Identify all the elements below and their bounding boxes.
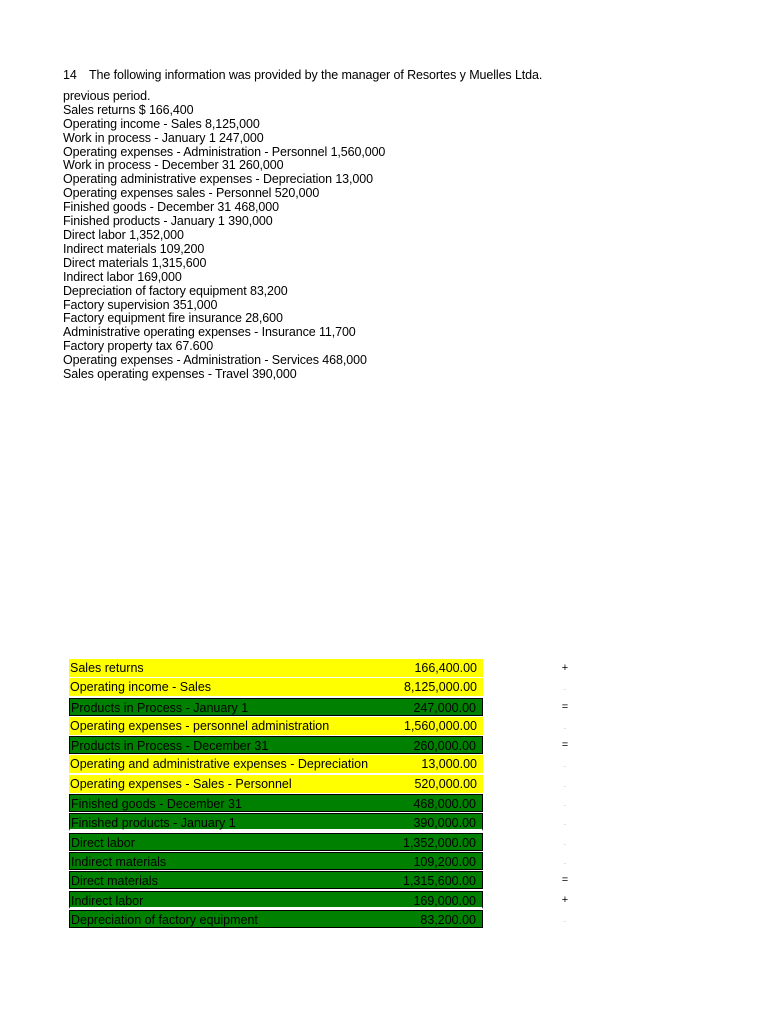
sheet-row xyxy=(69,659,569,678)
sheet-row xyxy=(69,775,569,794)
row-sign: . xyxy=(564,821,566,828)
row-amount: 109,200.00 xyxy=(413,854,476,869)
problem-line: Factory property tax 67.600 xyxy=(63,339,214,354)
row-sign: + xyxy=(561,893,569,906)
problem-text xyxy=(63,69,743,382)
row-amount: 166,400.00 xyxy=(414,661,477,675)
row-amount: 8,125,000.00 xyxy=(404,680,477,695)
sheet-cell-green[interactable] xyxy=(69,871,483,889)
row-sign: = xyxy=(561,739,569,752)
sheet-cell-green[interactable] xyxy=(69,910,483,928)
row-amount: 1,315,600.00 xyxy=(403,874,476,889)
row-amount: 468,000.00 xyxy=(413,797,476,812)
row-sign: . xyxy=(564,840,566,847)
sheet-row xyxy=(69,813,569,832)
row-amount: 260,000.00 xyxy=(413,739,476,754)
sheet-row xyxy=(69,736,569,755)
row-label: Depreciation of factory equipment xyxy=(71,912,258,927)
spreadsheet-table xyxy=(69,659,569,929)
sheet-cell-yellow[interactable] xyxy=(69,659,483,677)
sheet-row xyxy=(69,678,569,697)
sheet-row xyxy=(69,717,569,736)
sheet-cell-yellow[interactable] xyxy=(69,775,483,793)
row-sign: . xyxy=(564,763,566,770)
row-amount: 1,560,000.00 xyxy=(404,718,477,733)
problem-line: Work in process - January 1 247,000 xyxy=(63,130,264,145)
row-label: Products in Process - January 1 xyxy=(71,700,249,715)
problem-line: Finished goods - December 31 468,000 xyxy=(63,200,279,215)
problem-lines xyxy=(63,90,743,382)
sheet-row xyxy=(69,833,569,852)
row-sign: + xyxy=(561,662,569,674)
row-label: Indirect materials xyxy=(71,854,167,869)
row-sign: . xyxy=(564,917,566,924)
row-sign: = xyxy=(561,700,569,713)
problem-heading xyxy=(63,69,743,83)
sheet-cell-green[interactable] xyxy=(69,833,483,851)
row-amount: 13,000.00 xyxy=(421,757,477,772)
problem-line: Indirect labor 169,000 xyxy=(63,269,182,284)
row-sign: = xyxy=(561,874,569,887)
sheet-row xyxy=(69,698,569,717)
sheet-row xyxy=(69,794,569,813)
problem-line: Sales operating expenses - Travel 390,000 xyxy=(63,367,297,382)
sheet-cell-green[interactable] xyxy=(69,852,483,870)
problem-line: Factory equipment fire insurance 28,600 xyxy=(63,311,283,326)
sheet-row xyxy=(69,755,569,774)
row-label: Sales returns xyxy=(70,661,144,675)
row-sign: . xyxy=(564,724,566,731)
sheet-row xyxy=(69,891,569,910)
row-label: Products in Process - December 31 xyxy=(71,739,269,754)
sheet-row xyxy=(69,910,569,929)
row-amount: 520,000.00 xyxy=(414,776,477,791)
row-label: Operating income - Sales xyxy=(70,680,212,695)
problem-line: Operating expenses sales - Personnel 520,000 xyxy=(63,186,320,201)
problem-line: Direct labor 1,352,000 xyxy=(63,227,184,242)
problem-line: Operating administrative expenses - Depreciation 13,000 xyxy=(63,172,373,187)
sheet-row xyxy=(69,871,569,890)
sheet-cell-yellow[interactable] xyxy=(69,717,483,735)
problem-line: previous period. xyxy=(63,88,151,103)
row-label: Direct labor xyxy=(71,835,135,850)
sheet-cell-yellow[interactable] xyxy=(69,755,483,773)
row-label: Direct materials xyxy=(71,874,158,889)
problem-number: 14 xyxy=(63,68,77,82)
sheet-cell-yellow[interactable] xyxy=(69,678,483,696)
row-amount: 83,200.00 xyxy=(420,912,476,927)
sheet-cell-green[interactable] xyxy=(69,813,483,831)
problem-line: Indirect materials 109,200 xyxy=(63,241,205,256)
sheet-cell-green[interactable] xyxy=(69,736,483,754)
problem-line: Operating income - Sales 8,125,000 xyxy=(63,116,260,131)
sheet-cell-green[interactable] xyxy=(69,891,483,909)
row-amount: 247,000.00 xyxy=(413,700,476,715)
problem-line: Administrative operating expenses - Insurance 11,700 xyxy=(63,325,356,340)
row-amount: 169,000.00 xyxy=(413,893,476,908)
row-sign: . xyxy=(564,782,566,789)
row-sign: . xyxy=(564,686,566,693)
row-label: Operating expenses - personnel administration xyxy=(70,718,330,733)
problem-line: Direct materials 1,315,600 xyxy=(63,255,207,270)
problem-intro: The following information was provided by the manager of Resortes y Muelles Ltda. xyxy=(89,68,543,82)
row-amount: 390,000.00 xyxy=(413,816,476,831)
problem-line: Sales returns $ 166,400 xyxy=(63,102,194,117)
sheet-row xyxy=(69,852,569,871)
problem-line: Work in process - December 31 260,000 xyxy=(63,158,284,173)
row-label: Finished products - January 1 xyxy=(71,816,236,831)
sheet-cell-green[interactable] xyxy=(69,794,483,812)
row-label: Operating expenses - Sales - Personnel xyxy=(70,776,292,791)
problem-line: Factory supervision 351,000 xyxy=(63,297,218,312)
problem-line: Operating expenses - Administration - Services 468,000 xyxy=(63,353,367,368)
row-sign: . xyxy=(564,859,566,866)
problem-line: Operating expenses - Administration - Personnel 1,560,000 xyxy=(63,144,386,159)
problem-line: Finished products - January 1 390,000 xyxy=(63,214,273,229)
row-label: Operating and administrative expenses - Depreciation xyxy=(70,757,369,772)
problem-line: Depreciation of factory equipment 83,200 xyxy=(63,283,288,298)
row-sign: . xyxy=(564,802,566,809)
row-label: Indirect labor xyxy=(71,893,144,908)
row-label: Finished goods - December 31 xyxy=(71,797,242,812)
sheet-cell-green[interactable] xyxy=(69,698,483,716)
row-amount: 1,352,000.00 xyxy=(403,835,476,850)
